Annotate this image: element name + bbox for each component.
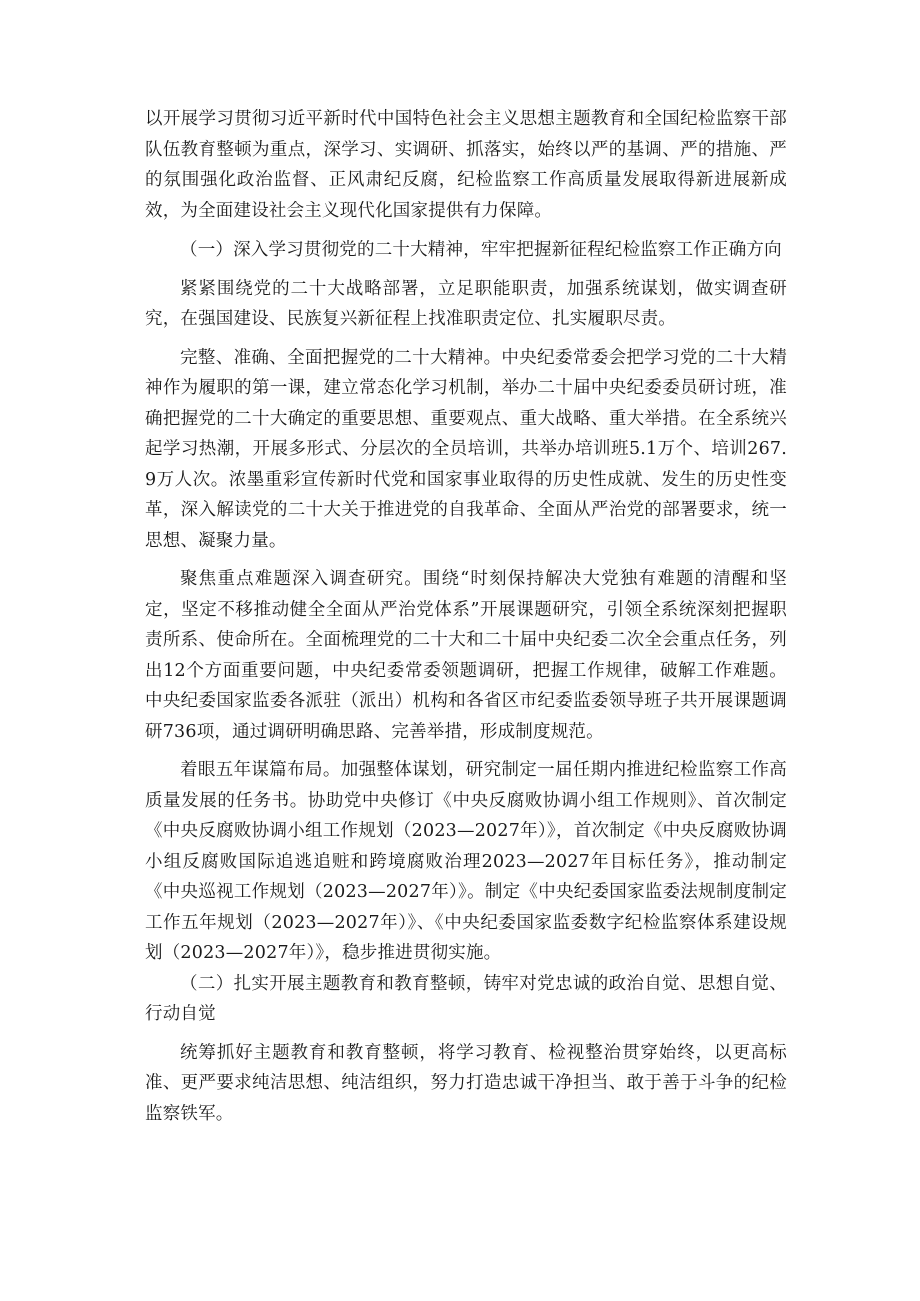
body-paragraph-4: 着眼五年谋篇布局。加强整体谋划，研究制定一届任期内推进纪检监察工作高质量发展的任务书。协助党中央修订《中央反腐败协调小组工作规则》、首次制定《中央反腐败协调小组工作规划（2023—2027年）》，首次制定《中央反腐败协调小组反腐败国际追逃追赃和跨境腐败治理2023—2027年目标任务》，推动制定《中央巡视工作规划（2023—2027年）》。制定《中央纪委国家监委法规制度制定工作五年规划（2023—2027年）》、《中央纪委国家监委数字纪检监察体系建设规划（2023—2027年）》，稳步推进贯彻实施。 — [145, 760, 787, 963]
body-paragraph-5: 统筹抓好主题教育和教育整顿，将学习教育、检视整治贯穿始终，以更高标准、更严要求纯洁思想、纯洁组织，努力打造忠诚干净担当、敢于善于斗争的纪检监察铁军。 — [145, 1042, 787, 1124]
section-heading-2: （二）扎实开展主题教育和教育整顿，铸牢对党忠诚的政治自觉、思想自觉、行动自觉 — [145, 973, 787, 1024]
body-paragraph-1: 紧紧围绕党的二十大战略部署，立足职能职责，加强系统谋划，做实调查研究，在强国建设、民族复兴新征程上找准职责定位、扎实履职尽责。 — [145, 278, 787, 329]
body-paragraph-3: 聚焦重点难题深入调查研究。围绕“时刻保持解决大党独有难题的清醒和坚定，坚定不移推动健全全面从严治党体系”开展课题研究，引领全系统深刻把握职责所系、使命所在。全面梳理党的二十大和二十届中央纪委二次全会重点任务，列出12个方面重要问题，中央纪委常委领题调研，把握工作规律，破解工作难题。中央纪委国家监委各派驻（派出）机构和各省区市纪委监委领导班子共开展课题调研736项，通过调研明确思路、完善举措，形成制度规范。 — [145, 569, 787, 742]
document-body — [145, 104, 787, 1129]
section-heading-1: （一）深入学习贯彻党的二十大精神，牢牢把握新征程纪检监察工作正确方向 — [180, 240, 782, 260]
body-paragraph-continuation: 以开展学习贯彻习近平新时代中国特色社会主义思想主题教育和全国纪检监察干部队伍教育整顿为重点，深学习、实调研、抓落实，始终以严的基调、严的措施、严的氛围强化政治监督、正风肃纪反腐，纪检监察工作高质量发展取得新进展新成效，为全面建设社会主义现代化国家提供有力保障。 — [145, 109, 787, 221]
body-paragraph-2: 完整、准确、全面把握党的二十大精神。中央纪委常委会把学习党的二十大精神作为履职的第一课，建立常态化学习机制，举办二十届中央纪委委员研讨班，准确把握党的二十大确定的重要思想、重要观点、重大战略、重大举措。在全系统兴起学习热潮，开展多形式、分层次的全员培训，共举办培训班5.1万个、培训267.9万人次。浓墨重彩宣传新时代党和国家事业取得的历史性成就、发生的历史性变革，深入解读党的二十大关于推进党的自我革命、全面从严治党的部署要求，统一思想、凝聚力量。 — [145, 347, 787, 551]
